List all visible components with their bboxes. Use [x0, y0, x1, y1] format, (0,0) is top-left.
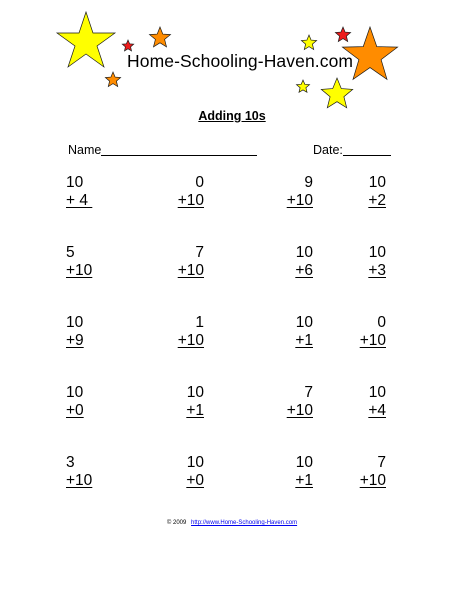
- addition-problem: [326, 174, 386, 210]
- problem-addend: +6: [295, 262, 313, 279]
- problem-addend-row: [326, 262, 386, 280]
- addition-problem: [66, 314, 126, 350]
- addition-problem: [253, 244, 313, 280]
- problem-addend: +3: [368, 262, 386, 279]
- problem-addend-row: [326, 332, 386, 350]
- problem-addend: +10: [177, 262, 204, 279]
- problem-addend-row: [253, 332, 313, 350]
- problem-addend-row: [66, 192, 126, 210]
- problem-addend: +2: [368, 192, 386, 209]
- problem-addend-row: [144, 402, 204, 420]
- problem-addend-row: [326, 402, 386, 420]
- problem-top-number: 3: [66, 454, 75, 471]
- problem-addend-row: [66, 332, 126, 350]
- problem-top-number: 10: [186, 454, 204, 471]
- name-label: Name: [68, 143, 102, 157]
- addition-problem: [66, 384, 126, 420]
- problem-addend: +10: [177, 192, 204, 209]
- problem-addend: + 4: [66, 192, 93, 209]
- problem-addend: +10: [66, 472, 93, 489]
- problem-addend: +1: [295, 472, 313, 489]
- problem-addend-row: [66, 472, 126, 490]
- problem-top-number: 10: [368, 174, 386, 191]
- addition-problem: [66, 244, 126, 280]
- addition-problem: [253, 314, 313, 350]
- problem-top-number: 10: [66, 174, 84, 191]
- problem-top-number: 7: [195, 244, 204, 261]
- addition-problem: [326, 244, 386, 280]
- addition-problem: [144, 314, 204, 350]
- site-title: Home-Schooling-Haven.com: [127, 51, 354, 71]
- addition-problem: [253, 384, 313, 420]
- addition-problem: [326, 384, 386, 420]
- addition-problem: [253, 454, 313, 490]
- problem-addend: +10: [66, 262, 93, 279]
- problem-top-number: 10: [295, 244, 313, 261]
- problem-top-number: 5: [66, 244, 75, 261]
- problem-addend-row: [253, 192, 313, 210]
- problem-addend: +10: [359, 472, 386, 489]
- problem-addend-row: [253, 472, 313, 490]
- problem-top-number: 10: [368, 384, 386, 401]
- addition-problem: [144, 384, 204, 420]
- problem-addend: +0: [186, 472, 204, 489]
- problem-addend: +10: [286, 192, 313, 209]
- copyright-text: © 2009: [166, 520, 187, 526]
- problem-top-number: 10: [66, 314, 84, 331]
- problem-top-number: 10: [66, 384, 84, 401]
- addition-problem: [144, 244, 204, 280]
- problem-addend-row: [253, 262, 313, 280]
- addition-problem: [144, 174, 204, 210]
- problem-top-number: 0: [377, 314, 386, 331]
- problem-top-number: 10: [368, 244, 386, 261]
- worksheet-title: Adding 10s: [198, 109, 266, 123]
- problem-addend-row: [326, 472, 386, 490]
- footer: [0, 519, 464, 527]
- problem-addend: +10: [359, 332, 386, 349]
- problem-addend: +10: [286, 402, 313, 419]
- problem-addend-row: [144, 332, 204, 350]
- problem-top-number: 10: [295, 454, 313, 471]
- problem-top-number: 0: [195, 174, 204, 191]
- date-label: Date:: [313, 143, 343, 157]
- problem-addend: +9: [66, 332, 84, 349]
- addition-problem: [66, 174, 126, 210]
- problem-addend-row: [326, 192, 386, 210]
- problem-addend: +0: [66, 402, 84, 419]
- problem-top-number: 7: [377, 454, 386, 471]
- problem-top-number: 9: [304, 174, 313, 191]
- problem-addend-row: [66, 262, 126, 280]
- problem-addend-row: [253, 402, 313, 420]
- problem-top-number: 1: [195, 314, 204, 331]
- addition-problem: [326, 454, 386, 490]
- footer-link[interactable]: http://www.Home-Schooling-Haven.com: [191, 520, 298, 526]
- addition-problem: [326, 314, 386, 350]
- addition-problem: [253, 174, 313, 210]
- problem-top-number: 7: [304, 384, 313, 401]
- problem-addend: +1: [295, 332, 313, 349]
- problem-top-number: 10: [295, 314, 313, 331]
- problem-addend: +10: [177, 332, 204, 349]
- problem-addend: +1: [186, 402, 204, 419]
- addition-problem: [144, 454, 204, 490]
- problem-addend-row: [144, 262, 204, 280]
- addition-problem: [66, 454, 126, 490]
- problem-addend: +4: [368, 402, 386, 419]
- problem-addend-row: [144, 192, 204, 210]
- problem-addend-row: [66, 402, 126, 420]
- problem-top-number: 10: [186, 384, 204, 401]
- problem-addend-row: [144, 472, 204, 490]
